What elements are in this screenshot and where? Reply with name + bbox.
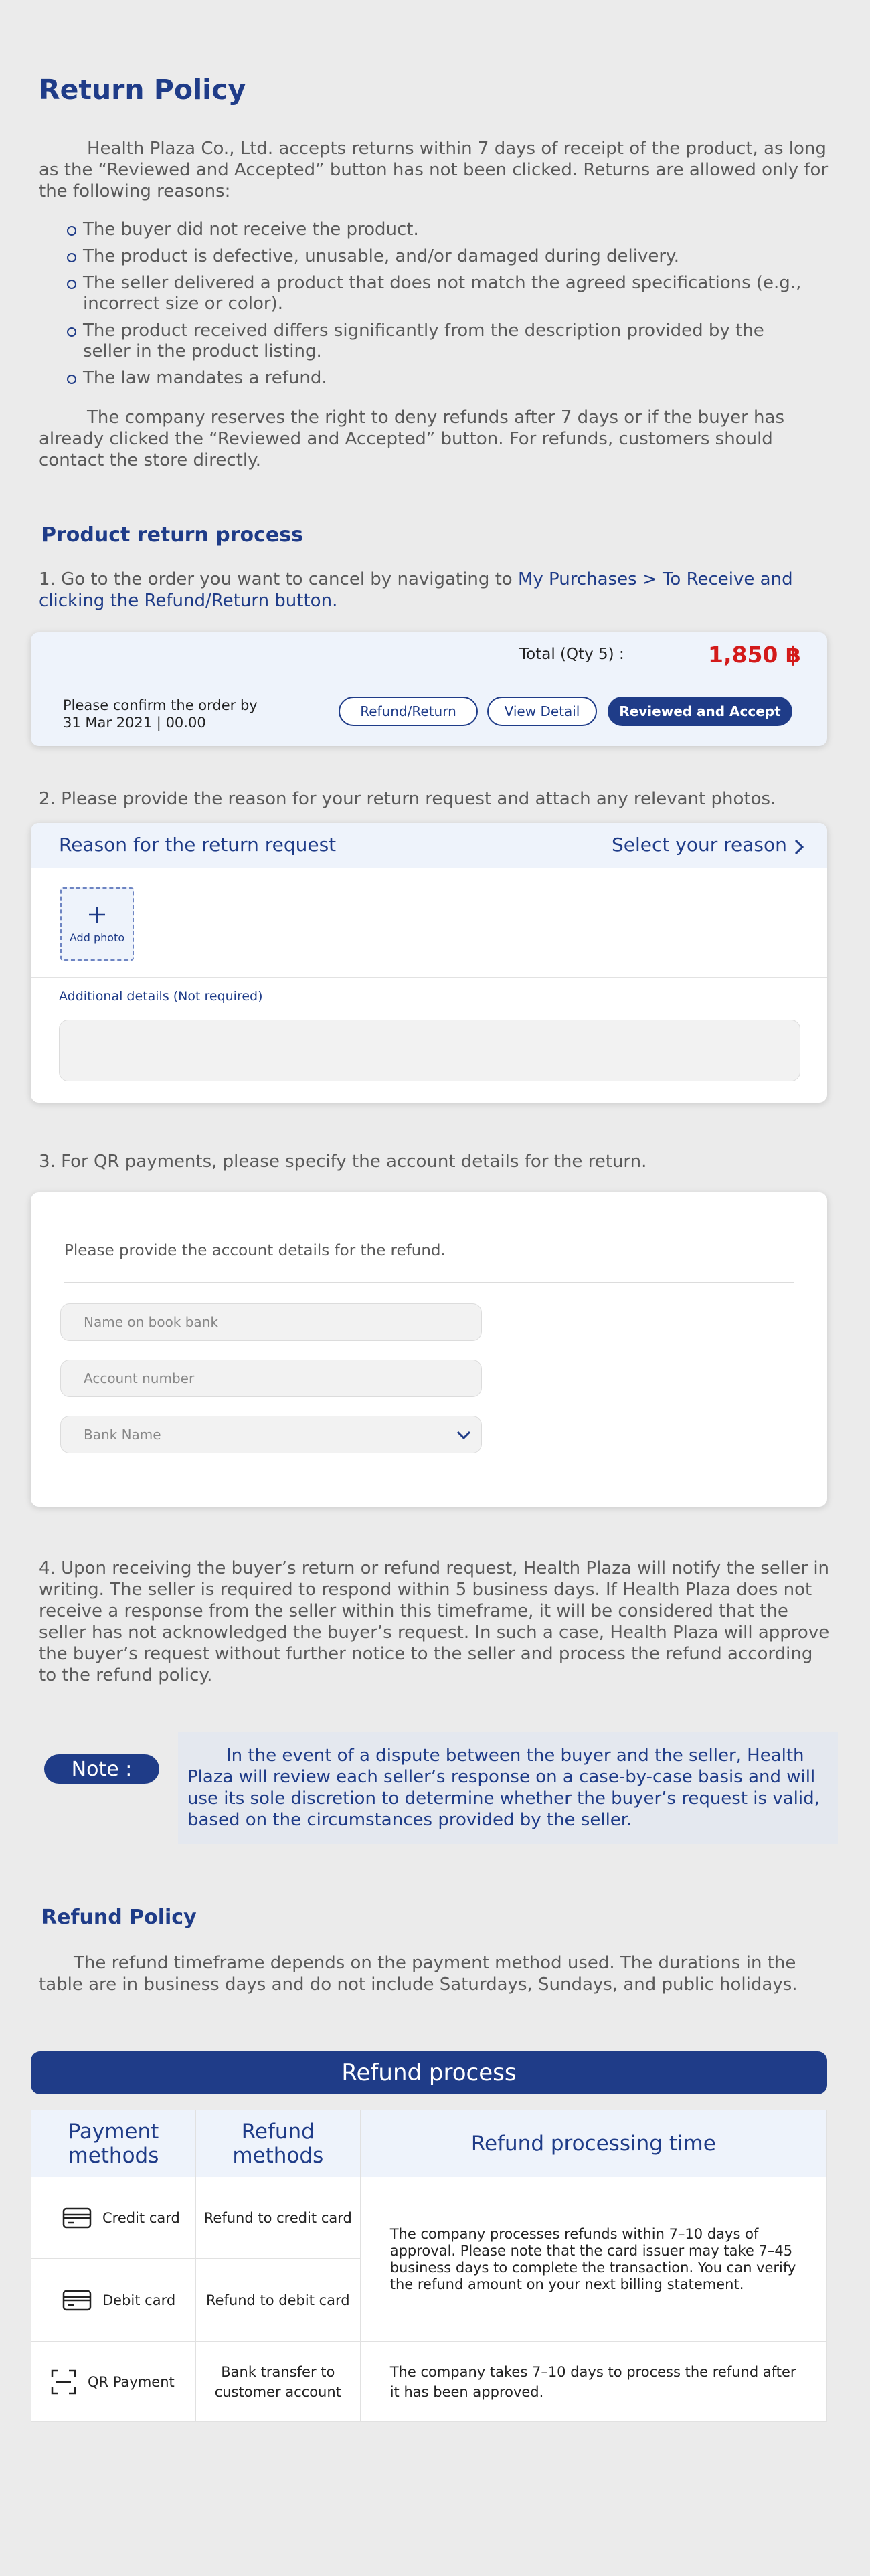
total-value: 1,850 ฿: [708, 642, 801, 668]
reviewed-accept-button[interactable]: Reviewed and Accept: [608, 697, 792, 726]
confirm-text: Please confirm the order by 31 Mar 2021 | 00.00: [63, 697, 258, 731]
table-header-row: [31, 2110, 827, 2177]
plus-icon: [87, 905, 107, 925]
refund-method-cell: Bank transfer to customer account: [195, 2342, 360, 2422]
table-row: [31, 2177, 827, 2259]
refund-method-cell: Refund to credit card: [195, 2177, 360, 2259]
note-badge: Note :: [44, 1754, 159, 1784]
step-4: 4. Upon receiving the buyer’s return or refund request, Health Plaza will notify the seller in writing. The seller is required to respond within 5 business days. If Health Plaza does not receive a response from the seller within this timeframe, it will be considered that the seller has not acknowledged the buyer’s request. In such a case, Health Plaza will approve the buyer’s request without further notice to the seller and process the refund according to the refund policy.: [39, 1558, 830, 1685]
refund-return-button[interactable]: Refund/Return: [339, 697, 478, 726]
view-detail-button[interactable]: View Detail: [487, 697, 597, 726]
payment-cell: Credit card: [31, 2177, 196, 2259]
intro-paragraph: [39, 138, 835, 202]
chevron-down-icon: [456, 1430, 472, 1441]
refund-policy-paragraph: [39, 1952, 835, 1995]
step-3: 3. For QR payments, please specify the account details for the return.: [39, 1152, 647, 1172]
deny-text: The company reserves the right to deny refunds after 7 days or if the buyer has already clicked the “Reviewed and Accepted” button. For refunds, customers should contact the store directly.: [39, 407, 785, 470]
process-heading: Product return process: [41, 523, 303, 547]
refund-policy-heading: Refund Policy: [41, 1906, 197, 1929]
account-intro: Please provide the account details for the refund.: [64, 1242, 446, 1259]
refund-table: [31, 2110, 827, 2422]
payment-cell: Debit card: [31, 2259, 196, 2342]
bank-name-label: Bank Name: [84, 1427, 161, 1443]
debit-card-icon: [62, 2290, 92, 2311]
bullet-icon: [67, 253, 76, 262]
qr-scan-icon: [50, 2369, 77, 2395]
divider: [64, 1282, 794, 1283]
details-textarea[interactable]: [59, 1020, 800, 1081]
bank-name-select[interactable]: [60, 1416, 482, 1453]
bullet-icon: [67, 327, 76, 337]
list-item: The law mandates a refund.: [67, 368, 810, 389]
list-item: The product received differs significantly from the description provided by the seller in the product listing.: [67, 320, 810, 362]
credit-card-icon: [62, 2207, 92, 2229]
step-1: 1. Go to the order you want to cancel by navigating to My Purchases > To Receive and clicking the Refund/Return button.: [39, 569, 793, 611]
order-card: [31, 632, 827, 746]
step-2: 2. Please provide the reason for your return request and attach any relevant photos.: [39, 789, 776, 809]
list-item: The product is defective, unusable, and/or damaged during delivery.: [67, 246, 810, 267]
payment-cell: QR Payment: [31, 2342, 196, 2422]
card-processing-time-cell: The company processes refunds within 7–10 days of approval. Please note that the card issuer may take 7–45 business days to complete the transaction. You can verify the refund amount on your next billing statement.: [360, 2177, 826, 2342]
bullet-icon: [67, 226, 76, 236]
details-label: Additional details (Not required): [59, 989, 263, 1004]
refund-policy-text: The refund timeframe depends on the payment method used. The durations in the table are in business days and do not include Saturdays, Sundays, and public holidays.: [39, 1953, 798, 1995]
account-card: [31, 1192, 827, 1507]
list-item: The buyer did not receive the product.: [67, 219, 810, 240]
reason-card: [31, 823, 827, 1103]
bullet-icon: [67, 375, 76, 384]
reasons-list: [67, 219, 810, 395]
my-purchases-link[interactable]: My Purchases > To Receive and clicking the Refund/Return button.: [39, 569, 793, 611]
name-on-bank-input[interactable]: Name on book bank: [60, 1303, 482, 1341]
header-refund-methods: Refund methods: [195, 2110, 360, 2177]
note-paragraph: [187, 1745, 829, 1831]
header-processing-time: Refund processing time: [360, 2110, 826, 2177]
divider: [31, 977, 827, 978]
header-payment-methods: Payment methods: [31, 2110, 196, 2177]
page-title: Return Policy: [39, 74, 246, 106]
table-row: [31, 2342, 827, 2422]
refund-method-cell: Refund to debit card: [195, 2259, 360, 2342]
qr-processing-time-cell: The company takes 7–10 days to process the refund after it has been approved.: [360, 2342, 826, 2422]
note-box: [178, 1732, 838, 1844]
total-label: Total (Qty 5) :: [519, 646, 624, 663]
note-text: In the event of a dispute between the buyer and the seller, Health Plaza will review each seller’s response on a case-by-case basis and will use its sole discretion to determine whether the buyer’s request is valid, based on the circumstances provided by the seller.: [187, 1746, 820, 1830]
intro-text: Health Plaza Co., Ltd. accepts returns within 7 days of receipt of the product, as long as the “Reviewed and Accepted” button has not been clicked. Returns are allowed only for the following reasons:: [39, 139, 829, 201]
deny-paragraph: [39, 407, 835, 471]
chevron-right-icon[interactable]: [794, 839, 804, 855]
list-item: The seller delivered a product that does not match the agreed specifications (e.g., incorrect size or color).: [67, 273, 810, 314]
refund-table-title: Refund process: [31, 2051, 827, 2094]
account-number-input[interactable]: Account number: [60, 1360, 482, 1397]
select-reason[interactable]: Select your reason: [612, 834, 787, 856]
add-photo-button[interactable]: [60, 887, 134, 961]
add-photo-label: Add photo: [69, 931, 125, 944]
bullet-icon: [67, 280, 76, 289]
reason-label: Reason for the return request: [59, 834, 337, 856]
